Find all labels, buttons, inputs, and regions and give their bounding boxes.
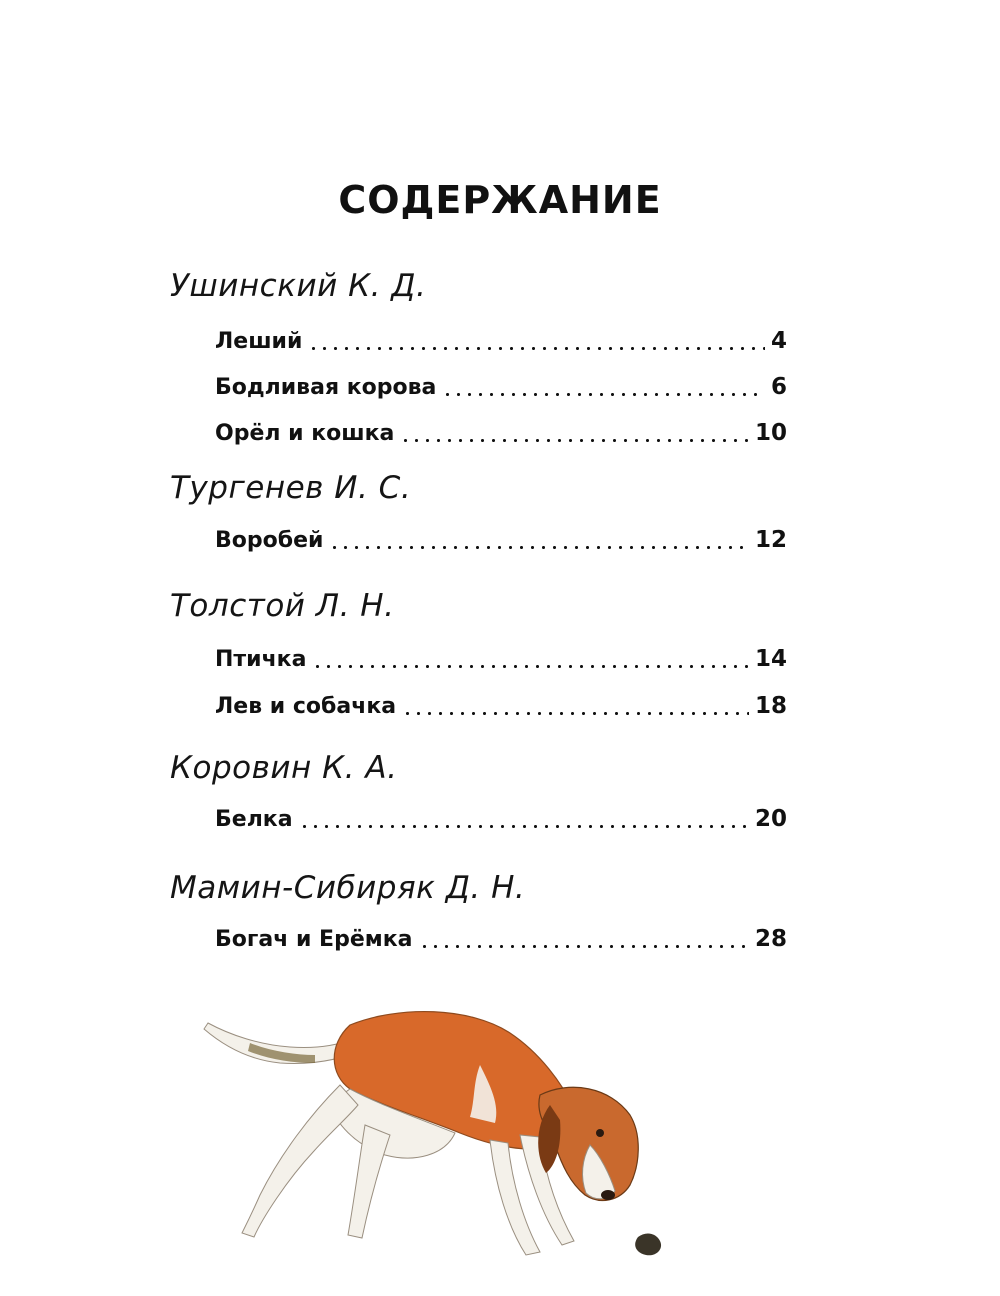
toc-entry[interactable] [215,640,787,672]
entry-title: Воробей [215,528,324,553]
toc-entry[interactable] [215,368,787,400]
page-title: СОДЕРЖАНИЕ [338,178,662,222]
author-heading: Толстой Л. Н. [170,588,395,624]
entry-page-number: 12 [754,527,787,553]
entry-page-number: 18 [754,693,787,719]
entry-page-number: 6 [770,374,787,400]
toc-entry[interactable] [215,414,787,446]
leader-dots [419,932,749,948]
leader-dots [308,334,765,350]
leader-dots [299,812,749,828]
author-heading: Ушинский К. Д. [170,268,427,304]
leader-dots [402,699,749,715]
entry-title: Лев и собачка [215,694,397,719]
entry-title: Орёл и кошка [215,421,395,446]
entry-page-number: 28 [754,926,787,952]
entry-page-number: 4 [770,328,787,354]
beagle-dog-illustration [190,1005,710,1295]
entry-page-number: 10 [754,420,787,446]
entry-page-number: 14 [754,646,787,672]
author-heading: Тургенев И. С. [170,470,412,506]
leader-dots [329,533,749,549]
leader-dots [400,426,749,442]
entry-title: Птичка [215,647,307,672]
entry-page-number: 20 [754,806,787,832]
toc-entry[interactable] [215,687,787,719]
toc-entry[interactable] [215,322,787,354]
entry-title: Бодливая корова [215,375,437,400]
entry-title: Богач и Ерёмка [215,927,413,952]
toc-entry[interactable] [215,800,787,832]
entry-title: Леший [215,329,303,354]
leader-dots [442,380,765,396]
toc-entry[interactable] [215,521,787,553]
author-heading: Мамин-Сибиряк Д. Н. [170,870,526,906]
author-heading: Коровин К. А. [170,750,398,786]
entry-title: Белка [215,807,293,832]
leader-dots [312,652,749,668]
toc-entry[interactable] [215,920,787,952]
